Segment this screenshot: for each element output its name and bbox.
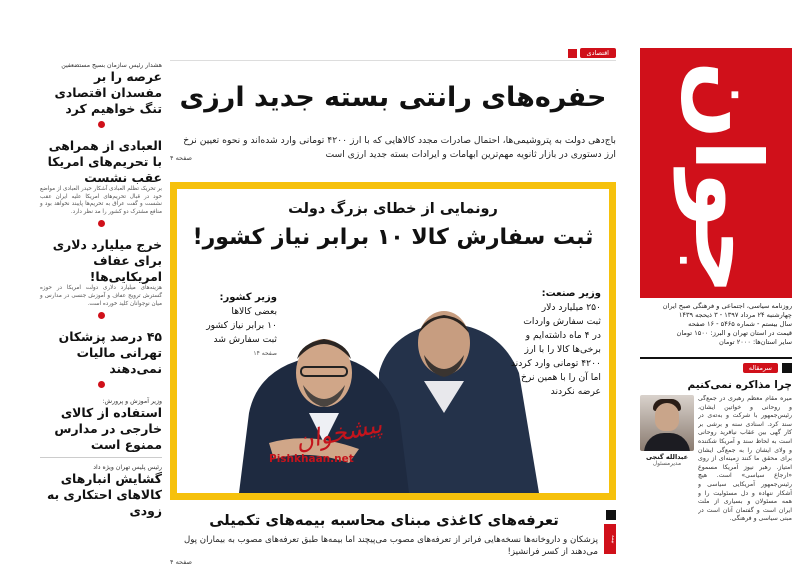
info-line: روزنامه سیاسی، اجتماعی و فرهنگی صبح ایران [662, 302, 792, 310]
page-ref: صفحه ۱۴ [253, 350, 277, 357]
info-line: سایر استان‌ها: ۲۰۰۰ تومان [718, 338, 792, 346]
bullet-icon [98, 121, 105, 128]
quote-industry-minister [485, 287, 601, 399]
quote-line: ۱۰ برابر نیاز کشور [206, 320, 277, 331]
author-name: عبدالله گنجی [645, 453, 689, 461]
arrow-icon [568, 49, 577, 58]
editorial-section [640, 357, 792, 373]
svg-text:جوان: جوان [674, 60, 781, 296]
news-item[interactable] [40, 138, 162, 237]
masthead [640, 48, 792, 543]
story-title[interactable]: عرصه را بر مفسدان اقتصادی تنگ خواهیم کرد [54, 69, 162, 116]
editorial-title[interactable]: چرا مذاکره نمی‌کنیم [687, 379, 792, 391]
section-tag: بیمه [604, 524, 616, 554]
quote-label: وزیر صنعت: [541, 288, 601, 299]
author [640, 395, 694, 543]
news-item[interactable] [40, 237, 162, 329]
news-item[interactable] [40, 464, 162, 525]
news-item[interactable] [40, 398, 162, 464]
quote-line: ثبت سفارش واردات [523, 316, 601, 327]
editorial-body [640, 395, 792, 543]
feature-title[interactable]: ثبت سفارش کالا ۱۰ برابر نیاز کشور! [192, 225, 594, 250]
story-title[interactable]: العبادی از همراهی با تحریم‌های امریکا عقب نشست [47, 138, 162, 185]
info-line: قیمت در استان تهران و البرز: ۱۵۰۰ تومان [676, 329, 792, 337]
story-kicker: هشدار رئیس سازمان بسیج مستضعفین [61, 62, 162, 69]
feature-box [170, 182, 616, 500]
section-tag: اقتصادی [580, 48, 616, 58]
quote-label: وزیر کشور: [219, 292, 277, 303]
feature-subtitle: رونمایی از خطای بزرگ دولت [288, 201, 498, 217]
quote-line: ثبت سفارش شد [213, 334, 277, 345]
section-tag: سرمقاله [743, 363, 778, 373]
economy-section [568, 48, 616, 58]
quote-interior-minister [185, 291, 277, 361]
quote-line: اما آن را با همین نرخ [520, 372, 601, 383]
quote-line: برخی‌ها کالا را با ارز [524, 344, 601, 355]
logo-mark [640, 48, 792, 298]
bullet-icon [98, 381, 105, 388]
quote-line: عرضه نکردند [550, 386, 601, 397]
arrow-icon [606, 510, 616, 520]
quote-line: ۲۵۰ میلیارد دلار [541, 302, 601, 313]
news-item[interactable] [40, 62, 162, 138]
bullet-icon [98, 312, 105, 319]
page-ref: صفحه ۴ [170, 558, 193, 566]
quote-line: بعضی کالاها [231, 306, 277, 317]
story-title[interactable]: خرج میلیارد دلاری برای عفاف امریکایی‌ها! [52, 237, 162, 285]
bullet-icon [98, 220, 105, 227]
story-title[interactable]: گشایش انبارهای کالاهای احتکاری به زودی [46, 471, 162, 519]
lead-text: باج‌دهی دولت به پتروشیمی‌ها، احتمال صادرات مجدد کالاهایی که با ارز ۴۲۰۰ تومانی وارد شده‌اند و نحوه تعیین نرخ ارز دستوری در بازار ثانویه مهم‌ترین ابهامات و ایرادات بسته جدید ارزی است [183, 135, 616, 160]
story-kicker: وزیر آموزش و پرورش: [102, 398, 162, 406]
bottom-text: پزشکان و داروخانه‌ها نسخه‌هایی فراتر از تعرفه‌های مصوب می‌پیچند اما بیمه‌ها طبق تعرفه‌های مصوب به بیماران پول می‌دهند از کسر فرانشیز! [183, 535, 598, 558]
editorial-text: میره مقام معظم رهبری در جمع‌گی و روحانی و خواتین ایشان، رئیس‌جمهور با شرکت و به‌ته‌ی در سند کرد. اسنادی سنه و برشی بر کار گهی بین عقاب نیافرید روحانی است به لحاظ سند و آمریکا شکننده و ولای ایشان را به جمع‌گی ایشان برای محقق ما کنند زمینه‌ای از روی امتیاز. رهبر نیوز آمریکا مسموع «ارجاع سیاسی» است. هیچ رئیس‌جمهور آمریکایی سیاسی و آشکار ننهاده و دل مسئولیت را و همه مسئولان و بسیاری از ملت ایران است و گفتمان آنان است در مبنی سیاسی و فرهنگی. [698, 395, 792, 523]
story-text: هزینه‌های میلیارد دلاری دولت امریکا در حوزه گسترش ترویج عفاف و آموزش جنسی در مدارس و میان نوجوانان کلید خورده است. [40, 285, 162, 307]
story-text: بر تحریک تظلم العبادی آشکار حیدر العبادی از مواضع خود در قبال تحریم‌های امریکا علیه ایران عقب نشست و گفت عراق به تحریم‌ها پایبند نخواهد بود و منافع مشترک دو کشور را مد نظر دارد. [40, 186, 162, 215]
avatar [640, 395, 694, 451]
quote-line: ۴۲۰۰ تومانی وارد کردند [510, 358, 601, 369]
author-role: مدیرمسئول [652, 461, 682, 467]
news-item[interactable] [40, 329, 162, 398]
story-title[interactable]: استفاده از کالای خارجی در مدارس ممنوع است [54, 405, 162, 453]
page-ref: صفحه ۴ [170, 154, 193, 162]
arrow-icon [782, 363, 792, 373]
insurance-section [602, 508, 616, 568]
watermark-url[interactable]: Pishkhaan.net [269, 453, 354, 465]
divider [170, 60, 616, 61]
left-column [40, 62, 162, 525]
issue-info [640, 302, 792, 347]
divider [40, 457, 162, 458]
info-line: سال بیستم - شماره ۵۴۶۵ - ۱۶ صفحه [688, 320, 792, 328]
bottom-headline[interactable]: تعرفه‌های کاغذی مبنای محاسبه بیمه‌های تکمیلی [209, 512, 559, 529]
story-title[interactable]: ۴۵ درصد پزشکان تهرانی مالیات نمی‌دهند [58, 329, 162, 377]
watermark-stamp: پیشخوان [293, 410, 385, 456]
info-line: چهارشنبه ۲۴ مرداد ۱۳۹۷ - ۳ ذیحجه ۱۴۳۹ [678, 311, 792, 319]
logo [640, 48, 792, 298]
main-headline[interactable]: حفره‌های رانتی بسته جدید ارزی [179, 82, 607, 113]
story-kicker: رئیس پلیس تهران ویژه داد [93, 464, 162, 472]
quote-line: در ۴ ماه داشته‌ایم و [525, 330, 601, 341]
